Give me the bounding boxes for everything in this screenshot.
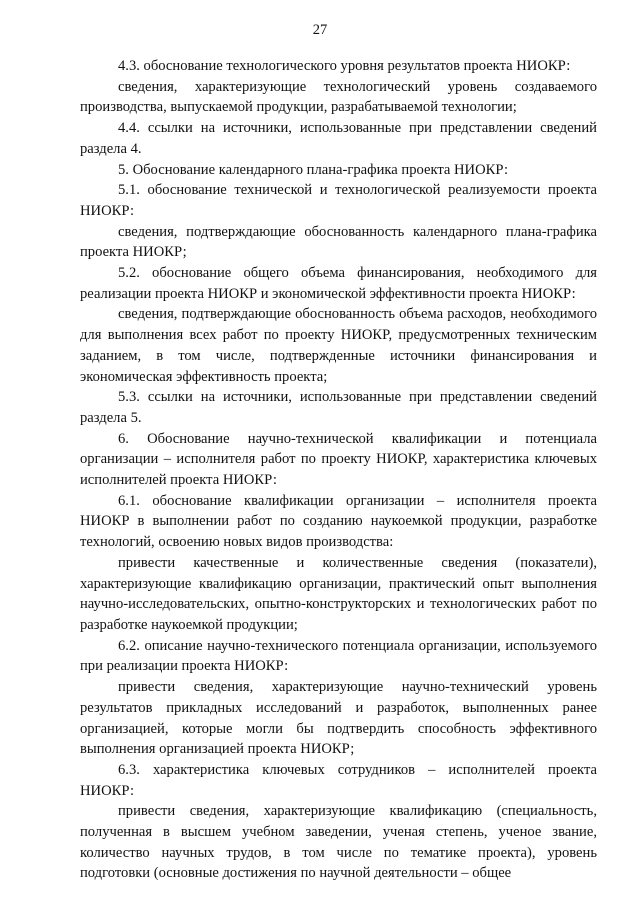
paragraph-6-1: 6.1. обоснование квалификации организации – исполнителя проекта НИОКР в выполнении работ по созданию наукоемкой продукции, разработке технологий, освоению новых видов производства: <box>80 492 597 551</box>
paragraph-5-1-details: сведения, подтверждающие обоснованность календарного плана-графика проекта НИОКР; <box>80 223 597 261</box>
paragraph-6-3: 6.3. характеристика ключевых сотрудников – исполнителей проекта НИОКР: <box>80 761 597 799</box>
paragraph-6-2: 6.2. описание научно-технического потенциала организации, используемого при реализации проекта НИОКР: <box>80 637 597 675</box>
paragraph-5-2: 5.2. обоснование общего объема финансирования, необходимого для реализации проекта НИОКР и экономической эффективности проекта НИОКР: <box>80 265 597 302</box>
paragraph-5-1: 5.1. обоснование технической и технологической реализуемости проекта НИОКР: <box>80 182 597 219</box>
paragraph-5-3: 5.3. ссылки на источники, использованные при представлении сведений раздела 5. <box>80 389 597 426</box>
paragraph-4-3: 4.3. обоснование технологического уровня результатов проекта НИОКР: <box>118 58 571 74</box>
document-body <box>80 56 597 884</box>
page-number: 27 <box>312 22 328 38</box>
paragraph-4-4: 4.4. ссылки на источники, использованные при представлении сведений раздела 4. <box>80 120 597 157</box>
paragraph-5-2-details: сведения, подтверждающие обоснованность объема расходов, необходимого для выполнения всех работ по проекту НИОКР, предусмотренных техническим заданием, в том числе, подтвержденные источники финансирования и экономическая эффективность проекта; <box>80 306 597 385</box>
paragraph-6-2-details: привести сведения, характеризующие научно-технический уровень результатов прикладных исследований и разработок, выполненных ранее организацией, которые могли бы подтвердить способность эффективного выполнения организацией проекта НИОКР; <box>80 679 597 758</box>
paragraph-4-3-details: сведения, характеризующие технологический уровень создаваемого производства, выпускаемой продукции, разрабатываемой технологии; <box>80 78 597 116</box>
paragraph-6-3-details: привести сведения, характеризующие квалификацию (специальность, полученная в высшем учебном заведении, ученая степень, ученое звание, количество научных трудов, в том числе по тематике проекта), уровень подготовки (основные достижения по научной деятельности – общее <box>80 803 597 882</box>
section-6-heading: 6. Обоснование научно-технической квалификации и потенциала организации – исполнителя работ по проекту НИОКР, характеристика ключевых исполнителей проекта НИОКР: <box>80 430 597 489</box>
section-5-heading: 5. Обоснование календарного плана-графика проекта НИОКР: <box>118 161 509 178</box>
paragraph-6-1-details: привести качественные и количественные сведения (показатели), характеризующие квалификацию организации, практический опыт выполнения научно-исследовательских, опытно-конструкторских и технологических работ по разработке наукоемкой продукции; <box>80 554 597 633</box>
